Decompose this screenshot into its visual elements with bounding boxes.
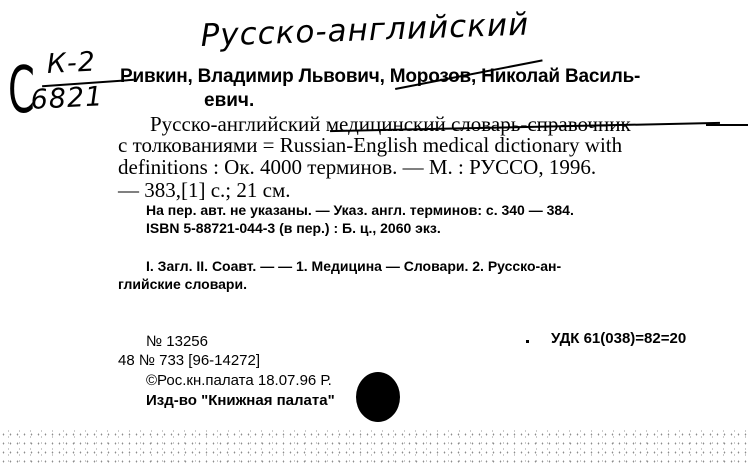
publisher-line: Изд-во "Книжная палата" <box>146 392 335 409</box>
chamber-stamp: ©Рос.кн.палата 18.07.96 Р. <box>146 372 332 389</box>
author-line-2: евич. <box>204 90 255 111</box>
shelf-mark-bottom: 6821 <box>29 81 105 116</box>
note-line-1: На пер. авт. не указаны. — Указ. англ. терминов: с. 340 — 384. <box>146 202 574 218</box>
scan-noise <box>0 430 750 465</box>
subject-line-1: I. Загл. II. Соавт. — — 1. Медицина — Словари. 2. Русско-ан- <box>146 258 562 274</box>
author-line-1: Ривкин, Владимир Львович, Морозов, Николай Василь- <box>120 66 641 87</box>
title-line-2: с толкованиями = Russian-English medical dictionary with <box>118 133 623 157</box>
ink-blot <box>356 372 400 422</box>
title-line-4: — 383,[1] с.; 21 см. <box>118 178 291 202</box>
udk-code: УДК 61(038)=82=20 <box>551 330 687 347</box>
title-underline-end <box>706 124 748 126</box>
registration-number: 48 № 733 [96-14272] <box>118 352 261 369</box>
title-line-3: definitions : Ок. 4000 терминов. — М. : РУССО, 1996. <box>118 155 597 179</box>
title-line-1: Русско-английский медицинский словарь-справочник <box>150 112 631 136</box>
shelf-mark-top: К-2 <box>45 46 97 81</box>
speck <box>526 340 529 343</box>
handwritten-bracket: С <box>8 54 36 128</box>
handwritten-title: Русско-английский <box>200 6 530 54</box>
isbn-line: ISBN 5-88721-044-3 (в пер.) : Б. ц., 2060 экз. <box>146 220 441 236</box>
subject-line-2: глийские словари. <box>118 276 247 292</box>
record-number: № 13256 <box>146 333 208 350</box>
